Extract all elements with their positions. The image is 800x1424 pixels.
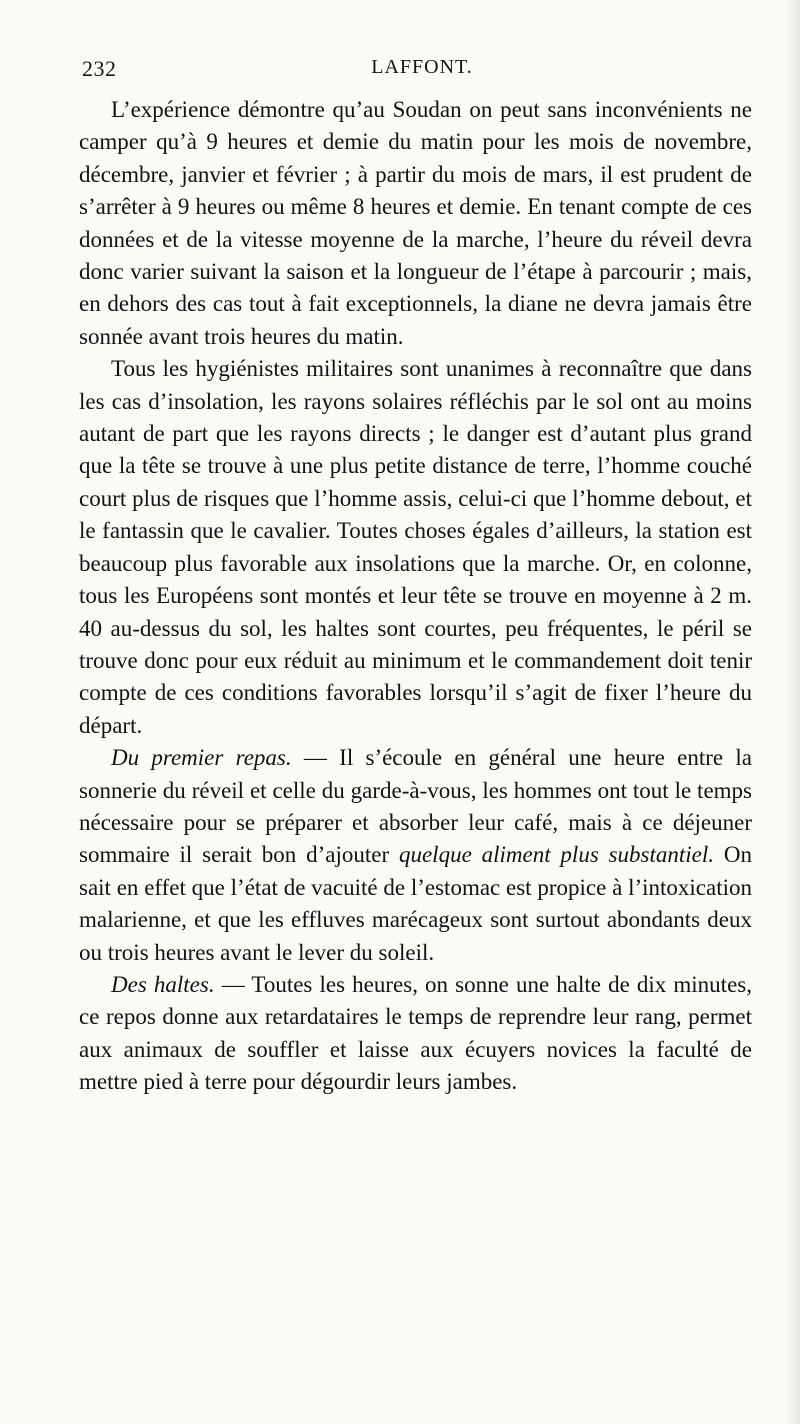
page-number: 232 xyxy=(82,56,117,81)
paragraph-4-text: — Toutes les heures, on sonne une halte de dix minutes, ce repos donne aux retardataires le temps de reprendre leur rang, permet aux animaux de souffler et laisse aux écuyers novices la faculté de mettre pied à terre pour dégourdir leurs jambes. xyxy=(79,971,752,1095)
running-head: LAFFONT. xyxy=(371,56,473,78)
paragraph-4 xyxy=(79,969,752,1099)
page-edge-shadow xyxy=(786,0,800,1424)
paragraph-3-subhead: Du premier repas. xyxy=(111,745,292,771)
paragraph-3-text-after: On sait en effet que l’état de vacuité de l’estomac est propice à l’intoxication malarienne, et que les effluves marécageux sont surtout abondants deux ou trois heures avant le lever du soleil. xyxy=(79,842,752,965)
paragraph-3 xyxy=(79,742,752,969)
paragraph-3-text: — Il s’écoule en général une heure entre la sonnerie du réveil et celle du garde-à-vous, les hommes ont tout le temps nécessaire pour se préparer et absorber leur café, mais à ce déjeuner sommaire il serait bon d’ajouter xyxy=(79,745,752,868)
body-text xyxy=(79,94,752,1099)
paragraph-4-subhead: Des haltes. xyxy=(111,971,215,997)
paragraph-2: Tous les hygiénistes militaires sont unanimes à reconnaître que dans les cas d’insolation, les rayons solaires réfléchis par le sol ont au moins autant de part que les rayons directs ; le danger est d’autant plus grand que la tête se trouve à une plus petite distance de terre, l’homme couché court plus de risques que l’homme assis, celui-ci que l’homme debout, et le fantassin que le cavalier. Toutes choses égales d’ailleurs, la station est beaucoup plus favorable aux insolations que la marche. Or, en colonne, tous les Européens sont montés et leur tête se trouve en moyenne à 2 m. 40 au-dessus du sol, les haltes sont courtes, peu fréquentes, le péril se trouve donc pour eux réduit au minimum et le commandement doit tenir compte de ces conditions favorables lorsqu’il s’agit de fixer l’heure du départ. xyxy=(79,356,752,738)
page-header xyxy=(82,56,762,86)
paragraph-3-emphasis: quelque aliment plus substantiel. xyxy=(398,842,715,868)
paragraph-1: L’expérience démontre qu’au Soudan on peut sans inconvénients ne camper qu’à 9 heures et demie du matin pour les mois de novembre, décembre, janvier et février ; à partir du mois de mars, il est prudent de s’arrêter à 9 heures ou même 8 heures et demie. En tenant compte de ces données et de la vitesse moyenne de la marche, l’heure du réveil devra donc varier suivant la saison et la longueur de l’étape à parcourir ; mais, en dehors des cas tout à fait exceptionnels, la diane ne devra jamais être sonnée avant trois heures du matin. xyxy=(79,97,752,349)
